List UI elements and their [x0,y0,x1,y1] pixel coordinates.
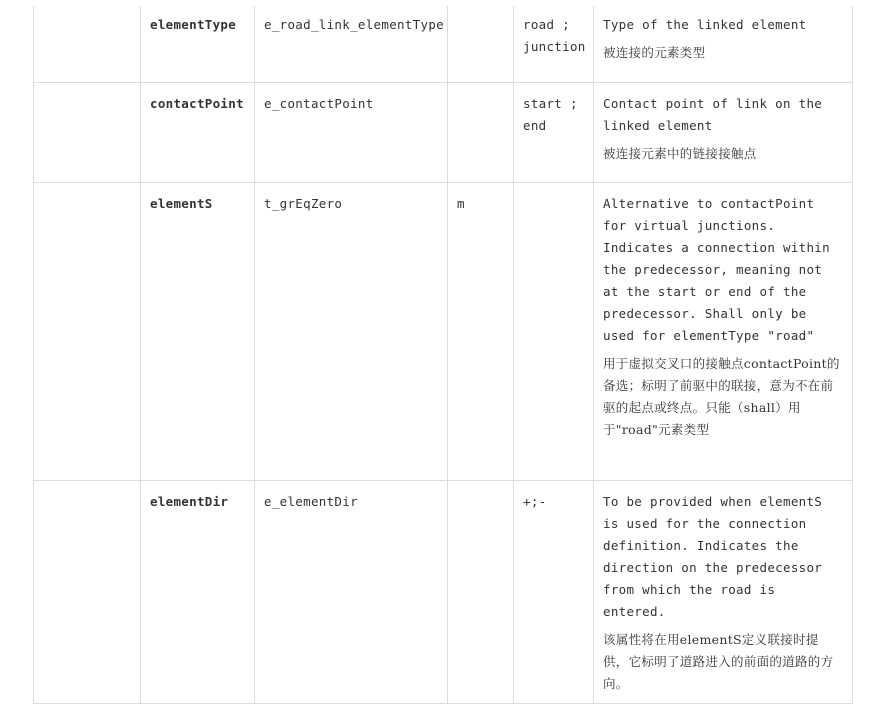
attribute-table-container [33,6,852,704]
table-row [34,6,853,83]
attribute-unit [448,6,514,83]
attribute-table [33,6,853,704]
description-chinese: 被连接的元素类型 [603,45,706,60]
table-row [34,183,853,481]
attribute-name: elementType [141,6,255,83]
attribute-name: elementDir [141,481,255,704]
description-chinese: 该属性将在用elementS定义联接时提供，它标明了道路进入的前面的道路的方向。 [603,632,834,691]
attribute-unit: m [448,183,514,481]
table-row [34,481,853,704]
attribute-type: e_road_link_elementType [255,6,448,83]
empty-cell [34,183,141,481]
empty-cell [34,481,141,704]
description-english: To be provided when elementS is used for the connection definition. Indicates the direction on the predecessor from which the road is entered. [603,494,823,619]
attribute-type: t_grEqZero [255,183,448,481]
attribute-name: contactPoint [141,83,255,183]
description-chinese: 被连接元素中的链接接触点 [603,146,757,161]
attribute-type: e_elementDir [255,481,448,704]
attribute-values [514,183,594,481]
attribute-description [594,481,853,704]
attribute-unit [448,481,514,704]
attribute-type: e_contactPoint [255,83,448,183]
attribute-values: start ; end [514,83,594,183]
description-english: Type of the linked element [603,17,807,32]
attribute-name: elementS [141,183,255,481]
attribute-description [594,6,853,83]
description-english: Contact point of link on the linked element [603,96,823,133]
table-row [34,83,853,183]
attribute-values: road ; junction [514,6,594,83]
empty-cell [34,83,141,183]
empty-cell [34,6,141,83]
attribute-description [594,183,853,481]
attribute-description [594,83,853,183]
attribute-values: +;- [514,481,594,704]
description-english: Alternative to contactPoint for virtual junctions. Indicates a connection within the predecessor, meaning not at the start or end of the predecessor. Shall only be used for elementType "road" [603,196,830,343]
attribute-unit [448,83,514,183]
description-chinese: 用于虚拟交叉口的接触点contactPoint的备选；标明了前驱中的联接，意为不在前驱的起点或终点。只能（shall）用于"road"元素类型 [603,356,840,437]
